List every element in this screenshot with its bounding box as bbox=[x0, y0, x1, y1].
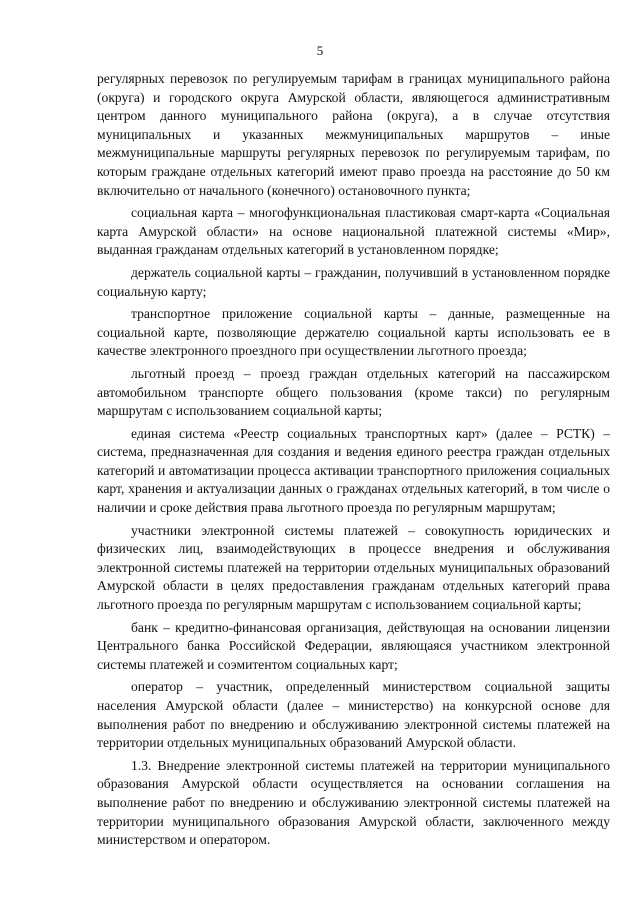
paragraph-card-holder-definition: держатель социальной карты – гражданин, получивший в установленном порядке социальную карту; bbox=[97, 264, 610, 299]
paragraph-operator-definition: оператор – участник, определенный министерством социальной защиты населения Амурской области (далее – министерство) на конкурсной основе для выполнения работ по внедрению и обслуживанию электронной системы платежей на территории отдельных муниципальных образований Амурской области. bbox=[97, 679, 610, 751]
paragraph-section-1-3: 1.3. Внедрение электронной системы платежей на территории муниципального образования Амурской области осуществляется на основании соглашения на выполнение работ по внедрению и обслуживанию электронной системы платежей на территории муниципального образования Амурской области, заключенного между министерством и оператором. bbox=[97, 757, 610, 848]
page-number: 5 bbox=[316, 43, 324, 58]
paragraph-rstk-definition: единая система «Реестр социальных транспортных карт» (далее – РСТК) – система, предназначенная для создания и ведения единого реестра граждан отдельных категорий и автоматизации процесса активации транспортного приложения социальных карт, хранения и актуализации данных о гражданах отдельных категорий, в том числе о наличии и сроке действия права льготного проезда по регулярным маршрутам; bbox=[97, 425, 610, 516]
paragraph-transport-application-definition: транспортное приложение социальной карты – данные, размещенные на социальной карте, позволяющие держателю социальной карты использовать ее в качестве электронного проездного при осуществлении льготного проезда; bbox=[97, 306, 610, 359]
paragraph-participants-definition: участники электронной системы платежей – совокупность юридических и физических лиц, взаимодействующих в процессе внедрения и обслуживания электронной системы платежей на территории отдельных муниципальных образований Амурской области в целях предоставления гражданам отдельных категорий права льготного проезда по регулярным маршрутам с использованием социальной карты; bbox=[97, 522, 610, 613]
document-body bbox=[97, 70, 610, 854]
paragraph-bank-definition: банк – кредитно-финансовая организация, действующая на основании лицензии Центрального банка Российской Федерации, являющаяся участником электронной системы платежей и соэмитентом социальных карт; bbox=[97, 619, 610, 672]
paragraph-preferential-travel-definition: льготный проезд – проезд граждан отдельных категорий на пассажирском автомобильном транспорте общего пользования (кроме такси) по регулярным маршрутам с использованием социальной карты; bbox=[97, 365, 610, 419]
paragraph-continuation: регулярных перевозок по регулируемым тарифам в границах муниципального района (округа) и городского округа Амурской области, являющегося административным центром данного муниципального района (округа), а в случае отсутствия муниципальных и указанных межмуниципальных маршрутов – иные межмуниципальные маршруты регулярных перевозок по регулируемым тарифам, по которым граждане отдельных категорий имеют право проезда на расстояние до 50 км включительно от начального (конечного) остановочного пункта; bbox=[97, 71, 610, 198]
paragraph-social-card-definition: социальная карта – многофункциональная пластиковая смарт-карта «Социальная карта Амурской области» на основе национальной платежной системы «Мир», выданная гражданам отдельных категорий в установленном порядке; bbox=[97, 205, 610, 258]
